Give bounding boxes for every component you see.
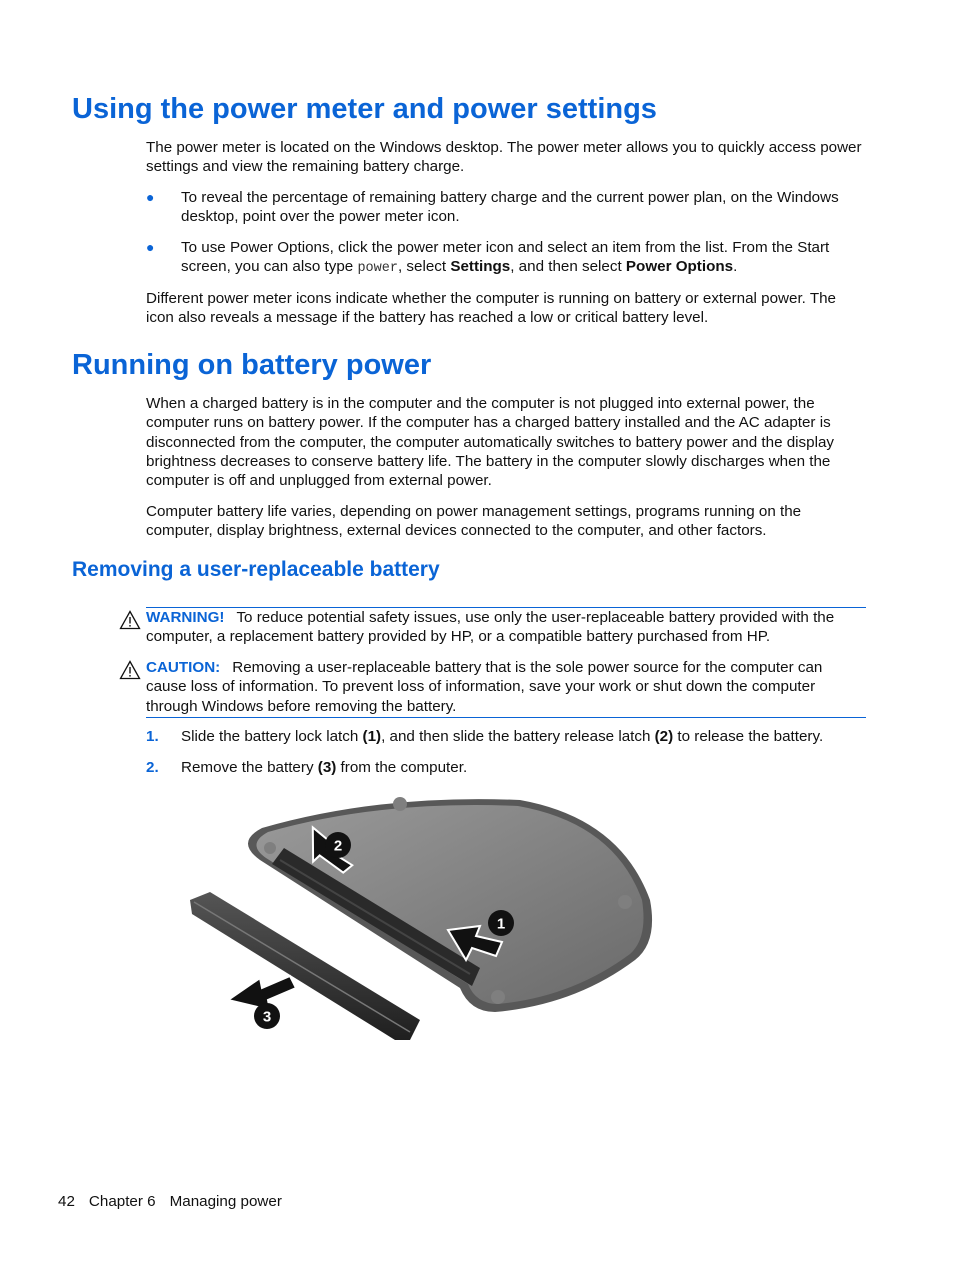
callout-3-label: 3 xyxy=(262,1008,272,1026)
battery-power-para: When a charged battery is in the computer and the computer is not plugged into external power, the computer runs on battery power. If the computer has a charged battery installed and the AC adapter is disconnected from the computer, the computer automatically switches to battery power and the display brightness decreases to conserve battery life. The battery in the computer slowly discharges when the computer is off and unplugged from external power. xyxy=(146,395,835,490)
warning-notice xyxy=(146,608,866,647)
code-power: power xyxy=(357,261,398,277)
bullet-text: To use Power Options, click the power meter icon and select an item from the list. From the Start screen, you can also type power, select Settings, and then select Power Options. xyxy=(181,239,830,277)
bullet-item xyxy=(146,238,862,279)
caution-notice xyxy=(146,658,866,716)
step-number: 1. xyxy=(146,728,159,745)
step-number: 2. xyxy=(146,759,159,776)
warning-text: To reduce potential safety issues, use only the user-replaceable battery provided with the computer, a replacement battery provided by HP, or a compatible battery purchased from HP. xyxy=(146,609,835,646)
power-meter-intro: The power meter is located on the Windows desktop. The power meter allows you to quickly access power settings and view the remaining battery charge. xyxy=(146,139,862,176)
settings-term: Settings xyxy=(450,258,511,276)
section-title-battery-power: Running on battery power xyxy=(72,349,432,381)
page-number: 42 xyxy=(58,1193,75,1210)
caution-triangle-icon xyxy=(119,660,141,680)
bullet-icon: ● xyxy=(146,189,155,205)
step-item-2 xyxy=(146,758,876,777)
section-title-power-meter: Using the power meter and power settings xyxy=(72,93,657,125)
chapter-label: Chapter 6 xyxy=(88,1193,156,1210)
caution-bottom-rule xyxy=(146,717,866,718)
chapter-title: Managing power xyxy=(169,1193,282,1210)
page-footer xyxy=(58,1192,296,1211)
step-text: Remove the battery (3) from the computer. xyxy=(181,759,468,776)
battery-removal-illustration xyxy=(180,790,670,1050)
warning-label: WARNING! xyxy=(146,609,225,626)
caution-label: CAUTION: xyxy=(146,659,221,676)
callout-2-label: 2 xyxy=(333,837,343,855)
power-options-term: Power Options xyxy=(625,258,734,276)
section-title-removing-battery: Removing a user-replaceable battery xyxy=(72,558,440,581)
bullet-item xyxy=(146,188,862,227)
bullet-text: To reveal the percentage of remaining battery charge and the current power plan, on the Windows desktop, point over the power meter icon. xyxy=(181,189,839,226)
power-meter-icons-para: Different power meter icons indicate whether the computer is running on battery or external power. The icon also reveals a message if the battery has reached a low or critical battery level. xyxy=(146,290,836,327)
step-item-1 xyxy=(146,727,876,746)
bullet-icon: ● xyxy=(146,239,155,255)
warning-triangle-icon xyxy=(119,610,141,630)
step-text: Slide the battery lock latch (1), and then slide the battery release latch (2) to release the battery. xyxy=(181,728,824,745)
callout-3-badge xyxy=(254,1003,280,1029)
callout-1-badge xyxy=(488,910,514,936)
battery-life-para: Computer battery life varies, depending on power management settings, programs running on the computer, display brightness, external devices connected to the computer, and other factors. xyxy=(146,503,802,540)
callout-2-badge xyxy=(325,832,351,858)
caution-text: Removing a user-replaceable battery that is the sole power source for the computer can cause loss of information. To prevent loss of information, save your work or shut down the computer through Windows before removing the battery. xyxy=(146,659,823,715)
callout-1-label: 1 xyxy=(496,915,506,933)
